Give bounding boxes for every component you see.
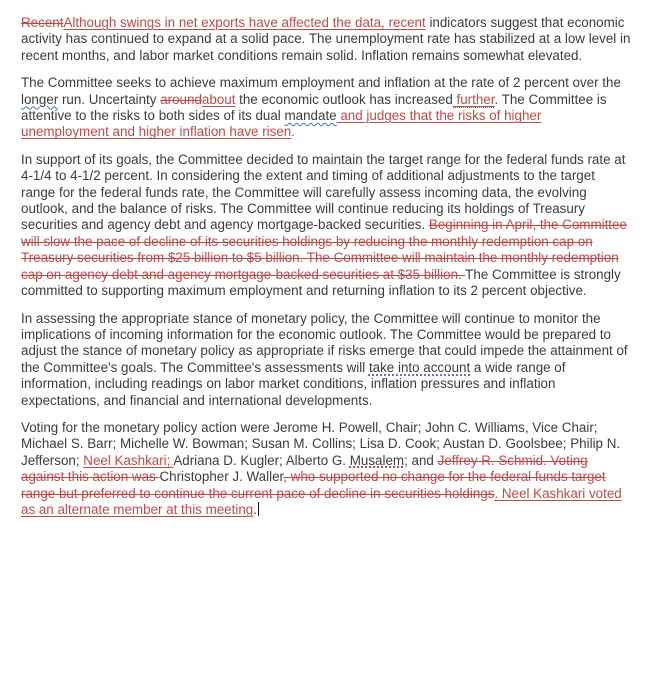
body-text: Christopher J. Waller xyxy=(159,469,284,485)
grammar-flagged-text: take into account xyxy=(368,359,471,375)
text-cursor xyxy=(258,502,260,516)
inserted-text: Neel Kashkari; xyxy=(83,452,174,468)
grammar-flagged-text: longer xyxy=(21,91,59,107)
body-text: a wide range of information, including readings on labor market conditions, inflation pressures and inflation expectations, and financial and international developments. xyxy=(21,359,566,408)
deleted-text: Jeffrey R. Schmid. Voting against this action was xyxy=(21,452,588,485)
deleted-text: , who supported no change for the federal funds target range but preferred to continue the current pace of decline in securities holdings xyxy=(21,469,606,501)
inserted-text: Although swings in net exports have affected the data, recent xyxy=(63,15,426,30)
inserted-text: about xyxy=(201,91,236,107)
body-text: The Committee is strongly committed to supporting maximum employment and returning inflation to its 2 percent objective. xyxy=(21,266,621,299)
inserted-text-spellcheck-flagged: further xyxy=(452,91,495,107)
paragraph-3 xyxy=(21,152,632,300)
body-text: In support of its goals, the Committee decided to maintain the target range for the federal funds rate at 4-1/4 to 4-1/2 percent. In considering the extent and timing of additional adjustments to the target range for the federal funds rate, the Committee will carefully assess incoming data, the evolving outlook, and the balance of risks. The Committee will continue reducing its holdings of Treasury securities and agency debt and agency mortgage-backed securities. xyxy=(21,151,626,233)
body-text: The Committee seeks to achieve maximum employment and inflation at the rate of 2 percent over the xyxy=(21,75,621,91)
inserted-text: and judges that the risks of higher unemployment and higher inflation have risen xyxy=(21,108,542,140)
body-text: ; and xyxy=(404,452,438,468)
body-text: the economic outlook has increased xyxy=(235,91,453,107)
deleted-text: around xyxy=(160,91,202,107)
paragraph-2 xyxy=(21,75,632,141)
paragraph-5 xyxy=(21,420,632,518)
document-body xyxy=(21,15,632,518)
spellcheck-flagged-text: Musalem xyxy=(349,452,405,468)
body-text: In assessing the appropriate stance of monetary policy, the Committee will continue to monitor the implications of incoming information for the economic outlook. The Committee would be prepared to adjust the stance of monetary policy as appropriate if risks emerge that could impede the attainment of the Committee's goals. The Committee's assessments will xyxy=(21,310,628,375)
grammar-flagged-text: mandate xyxy=(284,108,337,124)
deleted-text: Beginning in April, the Committee will slow the pace of decline of its securities holdings by reducing the monthly redemption cap on Treasury securities from $25 billion to $5 billion. The Committee will maintain the monthly redemption cap on agency debt and agency mortgage-backed securities at $35 billion. xyxy=(21,217,627,282)
body-text: Adriana D. Kugler; Alberto G. xyxy=(173,452,350,468)
paragraph-4 xyxy=(21,311,632,409)
body-text: Voting for the monetary policy action were Jerome H. Powell, Chair; John C. Williams, Vice Chair; Michael S. Barr; Michelle W. Bowman; Susan M. Collins; Lisa D. Cook; Austan D. Goolsbee; Philip N. Jefferson; xyxy=(21,419,621,468)
revision-text: . xyxy=(291,124,295,140)
body-text: . The Committee is attentive to the risks to both sides of its dual xyxy=(21,91,607,124)
body-text: run. Uncertainty xyxy=(58,91,161,107)
body-text: indicators suggest that economic activity has continued to expand at a solid pace. The unemployment rate has stabilized at a low level in recent months, and labor market conditions remain solid. Inflation remains somewhat elevated. xyxy=(21,15,631,63)
body-text: . xyxy=(253,501,257,517)
deleted-text: Recent xyxy=(21,15,64,30)
paragraph-1 xyxy=(21,15,632,64)
inserted-text: . Neel Kashkari voted as an alternate member at this meeting xyxy=(21,485,622,517)
